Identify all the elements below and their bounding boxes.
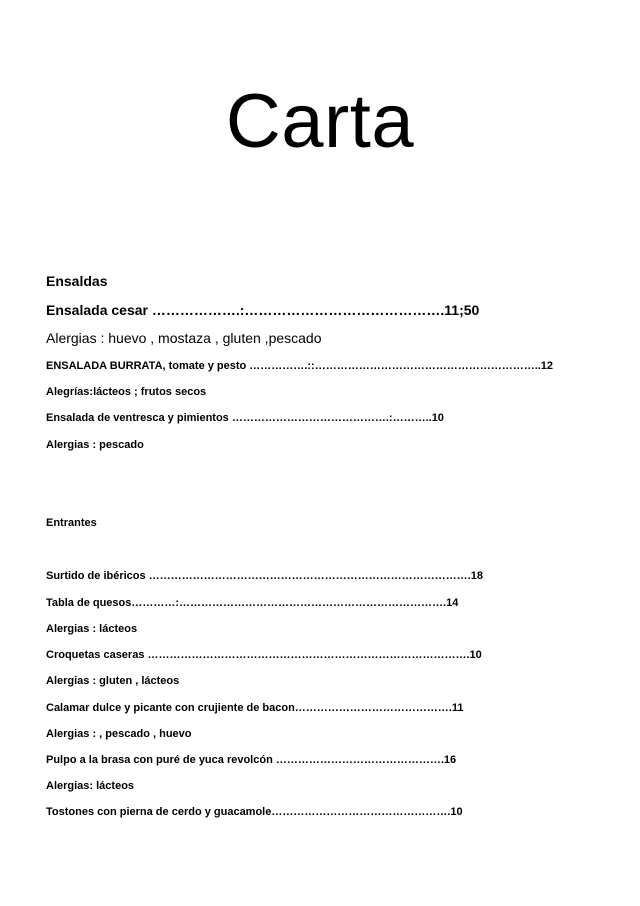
menu-item-calamar: Calamar dulce y picante con crujiente de bacon…………………………………….11 (46, 702, 464, 714)
menu-item-croquetas: Croquetas caseras …………………………………………………………………………….10 (46, 649, 482, 661)
menu-item-ensalada-ventresca: Ensalada de ventresca y pimientos …………………………………….:………..10 (46, 412, 444, 424)
page-title: Carta (225, 79, 415, 164)
allergen-note: Alegrías:lácteos ; frutos secos (46, 386, 207, 398)
menu-item-pulpo: Pulpo a la brasa con puré de yuca revolcón ……………………………………….16 (46, 754, 457, 766)
menu-item-tabla-quesos: Tabla de quesos…………:……………………………………………………………….14 (46, 597, 459, 609)
allergen-note: Alergias : gluten , lácteos (46, 675, 180, 687)
allergen-note: Alergias: lácteos (46, 780, 135, 792)
allergen-note: Alergias : , pescado , huevo (46, 728, 192, 740)
section-heading-ensaladas: Ensaldas (46, 273, 108, 289)
section-heading-entrantes: Entrantes (46, 517, 97, 529)
menu-item-surtido-ibericos: Surtido de ibéricos …………………………………………………………………………….18 (46, 570, 483, 582)
allergen-note: Alergias : pescado (46, 439, 144, 451)
allergen-note: Alergias : lácteos (46, 623, 138, 635)
menu-item-ensalada-burrata: ENSALADA BURRATA, tomate y pesto …………….::……………………………………………………..12 (46, 360, 554, 372)
menu-item-ensalada-cesar: Ensalada cesar ……………….:…………………………………….11;50 (46, 302, 480, 318)
menu-item-tostones: Tostones con pierna de cerdo y guacamole………………………………………….10 (46, 806, 463, 818)
allergen-note: Alergias : huevo , mostaza , gluten ,pescado (46, 330, 322, 346)
